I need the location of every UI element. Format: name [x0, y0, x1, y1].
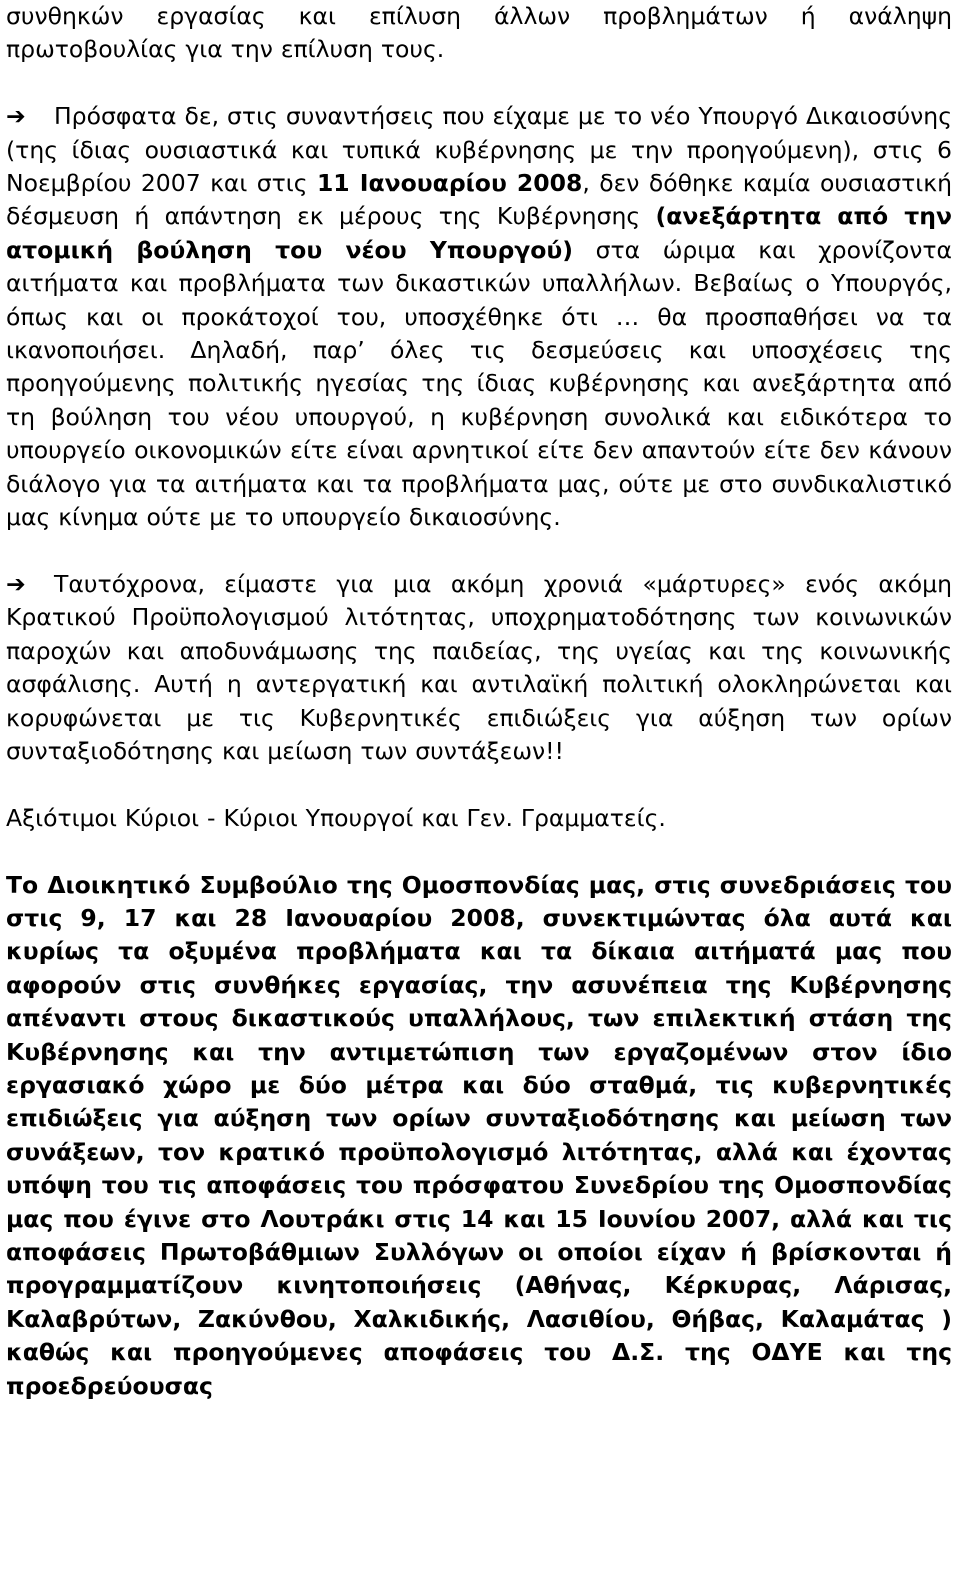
arrow-bullet-icon: ➔: [6, 102, 26, 131]
paragraph-board-decision: [6, 869, 952, 1404]
paragraph-text: Αξιότιμοι Κύριοι - Κύριοι Υπουργοί και Γεν. Γραμματείς.: [6, 803, 666, 832]
paragraph-intro-continuation: [6, 0, 952, 67]
paragraph-text: Ταυτόχρονα, είμαστε για μια ακόμη χρονιά «μάρτυρες» ενός ακόμη Κρατικού Προϋπολογισμού λιτότητας, υποχρηματοδότησης των κοινωνικών παροχών και αποδυνάμωσης της παιδείας, της υγείας και της κοινωνικής ασφάλισης. Αυτή η αντεργατική και αντιλαϊκή πολιτική ολοκληρώνεται και κορυφώνεται με τις Κυβερνητικές επιδιώξεις για αύξηση των ορίων συνταξιοδότησης και μείωση των συντάξεων!!: [6, 569, 952, 765]
arrow-bullet-icon: ➔: [6, 569, 26, 598]
paragraph-recent-meetings: [6, 100, 952, 534]
paragraph-text: Το Διοικητικό Συμβούλιο της Ομοσπονδίας μας, στις συνεδριάσεις του στις 9, 17 και 28 Ιανουαρίου 2008, συνεκτιμώντας όλα αυτά και κυρίως τα οξυμένα προβλήματα και τα δίκαια αιτήματά μας που αφορούν στις συνθήκες εργασίας, την ασυνέπεια της Κυβέρνησης απέναντι στους δικαστικούς υπαλλήλους, των επιλεκτική στάση της Κυβέρνησης και την αντιμετώπιση των εργαζομένων στον ίδιο εργασιακό χώρο με δύο μέτρα και δύο σταθμά, τις κυβερνητικές επιδιώξεις για αύξηση των ορίων συνταξιοδότησης και μείωση των συνάξεων, τον κρατικό προϋπολογισμό λιτότητας, αλλά και έχοντας υπόψη του τις αποφάσεις του πρόσφατου Συνεδρίου της Ομοσπονδίας μας που έγινε στο Λουτράκι στις 14 και 15 Ιουνίου 2007, αλλά και τις αποφάσεις Πρωτοβάθμιων Συλλόγων οι οποίοι είχαν ή βρίσκονται ή προγραμματίζουν κινητοποιήσεις (Αθήνας, Κέρκυρας, Λάρισας, Καλαβρύτων, Ζακύνθου, Χαλκιδικής, Λασιθίου, Θήβας, Καλαμάτας ) καθώς και προηγούμενες αποφάσεις του Δ.Σ. της ΟΔΥΕ και της προεδρεύουσας: [6, 870, 952, 1400]
paragraph-text: στα ώριμα και χρονίζοντα αιτήματα και προβλήματα των δικαστικών υπαλλήλων. Βεβαίως ο Υπουργός, όπως και οι προκάτοχοί του, υποσχέθηκε ότι … θα προσπαθήσει να τα ικανοποιήσει. Δηλαδή, παρ’ όλες τις δεσμεύσεις και υποσχέσεις της προηγούμενης πολιτικής ηγεσίας της ίδιας κυβέρνησης και ανεξάρτητα από τη βούληση του νέου υπουργού, η κυβέρνηση συνολικά και ειδικότερα το υπουργείο οικονομικών είτε είναι αρνητικοί είτε δεν απαντούν είτε δεν κάνουν διάλογο για τα αιτήματα και τα προβλήματα μας, ούτε με στο συνδικαλιστικό μας κίνημα ούτε με το υπουργείο δικαιοσύνης.: [6, 235, 952, 532]
paragraph-salutation: [6, 802, 952, 835]
paragraph-text: συνθηκών εργασίας και επίλυση άλλων προβλημάτων ή ανάληψη πρωτοβουλίας για την επίλυση τους.: [6, 2, 952, 64]
paragraph-spacer: [6, 534, 952, 567]
document-page: [6, 0, 952, 1403]
paragraph-spacer: [6, 67, 952, 100]
paragraph-spacer: [6, 768, 952, 801]
bold-date: 11 Ιανουαρίου 2008: [316, 169, 583, 198]
paragraph-budget: [6, 568, 952, 768]
paragraph-spacer: [6, 835, 952, 868]
paragraph-text: Πρόσφατα δε, στις συναντήσεις που είχαμε με το νέο Υπουργό Δικαιοσύνης (της ίδιας ουσιαστικά και τυπικά κυβέρνησης με την προηγούμενη), στις 6 Νοεμβρίου 2007 και στις: [6, 102, 952, 198]
bold-parenthetical: (ανεξάρτητα από την ατομική βούληση του νέου Υπουργού): [6, 202, 952, 264]
paragraph-text: , δεν δόθηκε καμία ουσιαστική δέσμευση ή απάντηση εκ μέρους της Κυβέρνησης: [6, 169, 952, 231]
